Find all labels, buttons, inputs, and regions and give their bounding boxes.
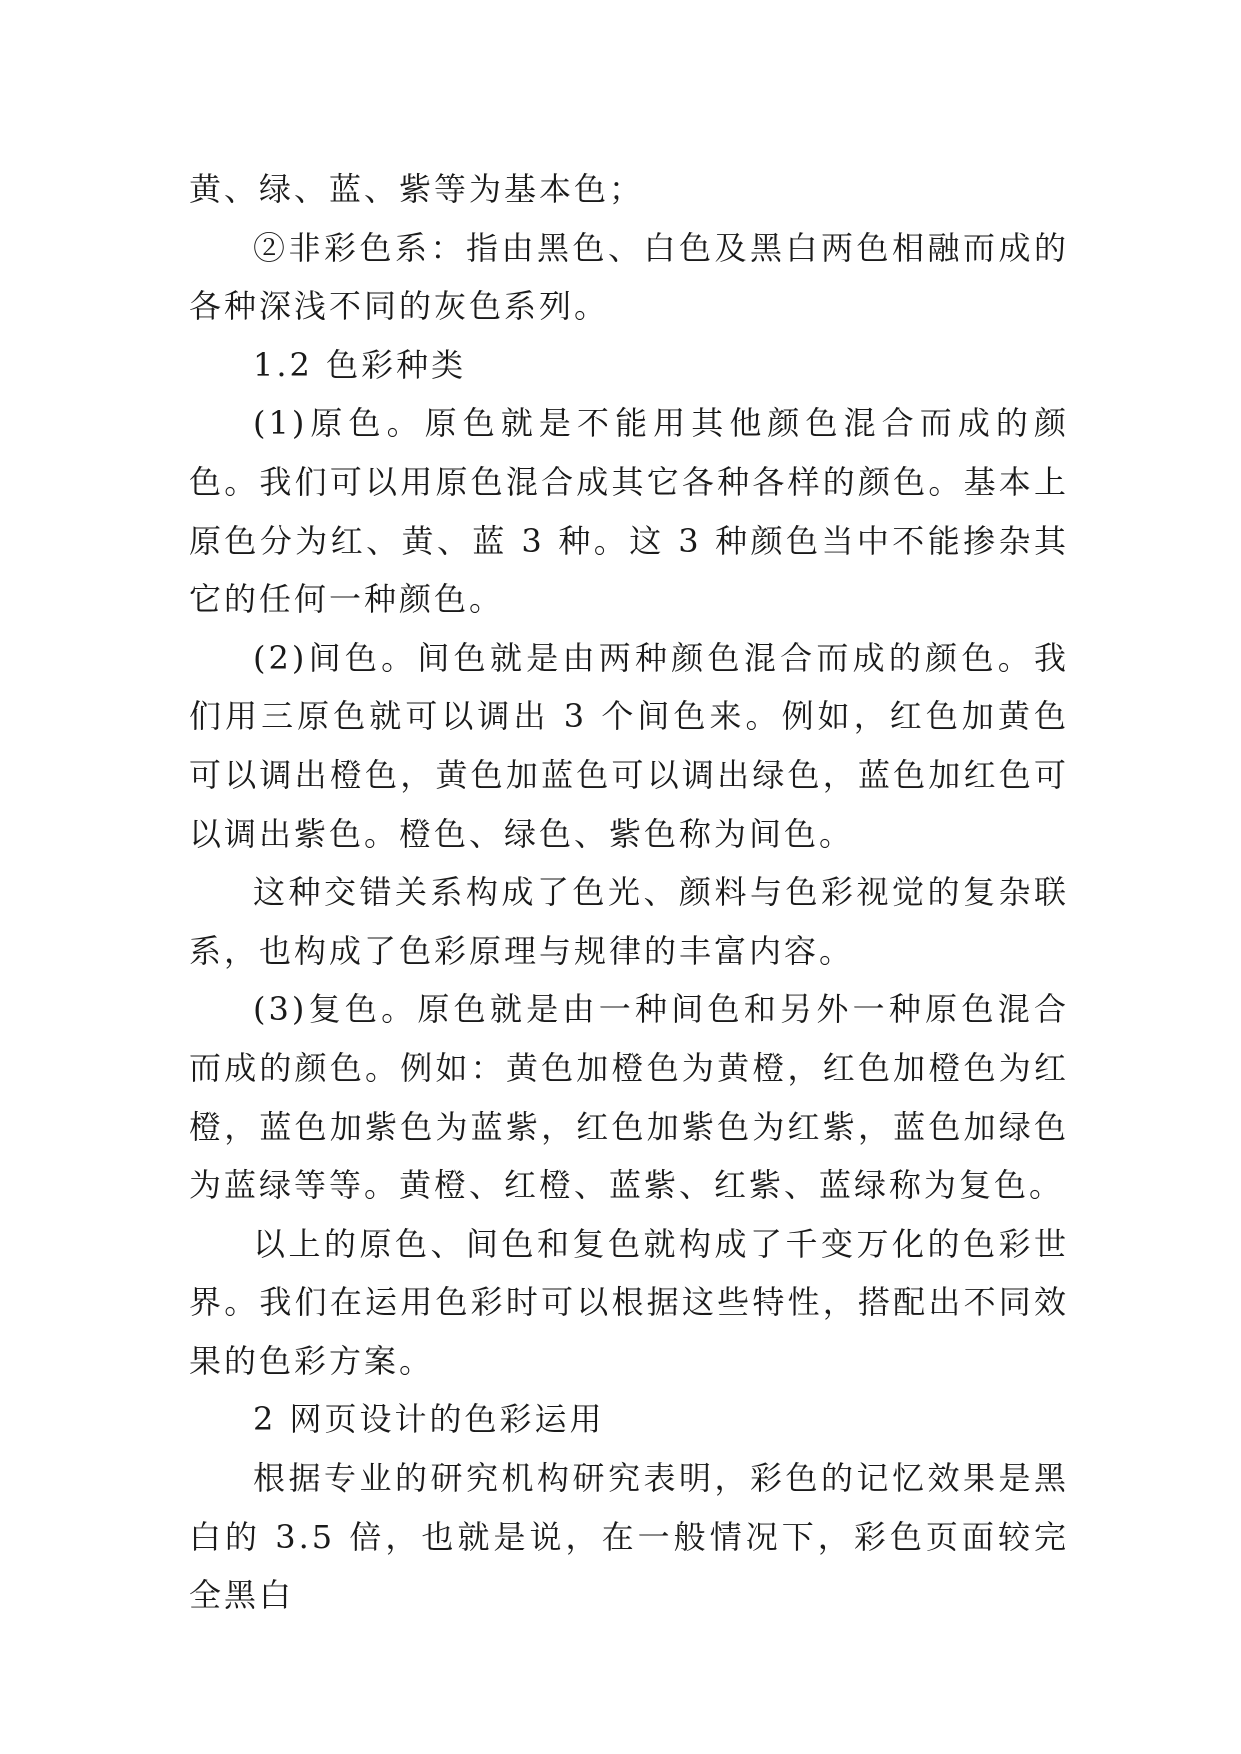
- paragraph-primary-colors: (1)原色。原色就是不能用其他颜色混合而成的颜色。我们可以用原色混合成其它各种各样的颜色。基本上原色分为红、黄、蓝 3 种。这 3 种颜色当中不能掺杂其它的任何一种颜色。: [189, 404, 1069, 619]
- section-heading-web-color: 2 网页设计的色彩运用: [253, 1400, 605, 1439]
- paragraph-secondary-colors: (2)间色。间色就是由两种颜色混合而成的颜色。我们用三原色就可以调出 3 个间色来。例如，红色加黄色可以调出橙色，黄色加蓝色可以调出绿色，蓝色加红色可以调出紫色。橙色、绿色、紫色称为间色。: [189, 638, 1069, 853]
- paragraph-basic-colors: 黄、绿、蓝、紫等为基本色；: [189, 170, 645, 208]
- section-heading-color-types: 1.2 色彩种类: [253, 345, 467, 384]
- paragraph-relationships: 这种交错关系构成了色光、颜料与色彩视觉的复杂联系，也构成了色彩原理与规律的丰富内容。: [189, 873, 1069, 970]
- paragraph-research: 根据专业的研究机构研究表明，彩色的记忆效果是黑白的 3.5 倍，也就是说，在一般情况下，彩色页面较完全黑白: [189, 1459, 1069, 1615]
- paragraph-tertiary-colors: (3)复色。原色就是由一种间色和另外一种原色混合而成的颜色。例如：黄色加橙色为黄橙，红色加橙色为红橙，蓝色加紫色为蓝紫，红色加紫色为红紫，蓝色加绿色为蓝绿等等。黄橙、红橙、蓝紫、红紫、蓝绿称为复色。: [189, 990, 1069, 1205]
- paragraph-achromatic: ②非彩色系：指由黑色、白色及黑白两色相融而成的各种深浅不同的灰色系列。: [189, 228, 1069, 326]
- document-body: [189, 160, 1069, 1625]
- paragraph-color-world: 以上的原色、间色和复色就构成了千变万化的色彩世界。我们在运用色彩时可以根据这些特性，搭配出不同效果的色彩方案。: [189, 1224, 1069, 1380]
